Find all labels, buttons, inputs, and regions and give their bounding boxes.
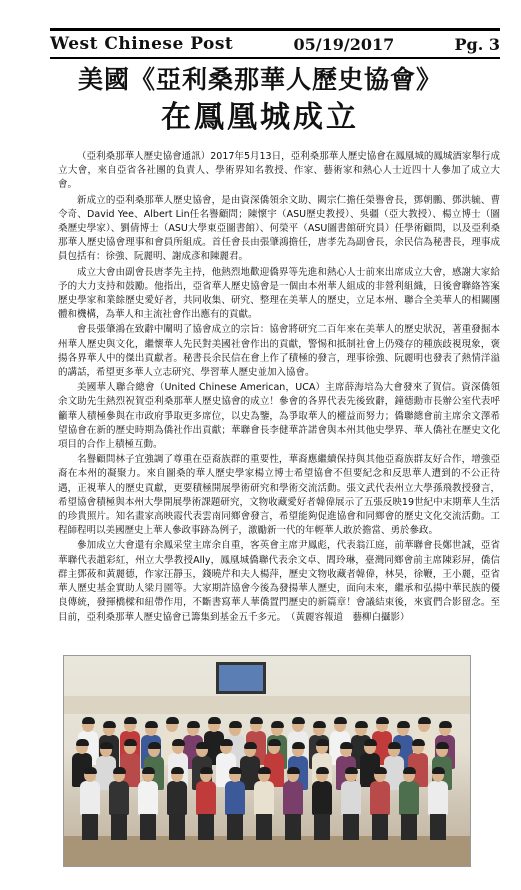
article-body [58, 150, 500, 626]
masthead [50, 28, 500, 59]
photo-wall-banner [64, 696, 470, 714]
publication-name: West Chinese Post [50, 34, 234, 54]
paragraph-1: （亞利桑那華人歷史協會通訊）2017年5月13日，亞利桑那華人歷史協會在鳳凰城的鳳城酒家舉行成立大會，來自亞省各社團的負責人、學術界知名教授、作家、藝術家和熱心人士近四十人參加了成立大會。 [58, 151, 500, 191]
paragraph-7: 參加成立大會還有余鳳采堂主席余自重，客英會主席尹鳳彪，代表翁江庭，前華聯會長鄭世誠，亞省華聯代表趙彩紅，州立大學教授Ally，鳳凰城僑聯代表余文卓、閻玲琳，臺灣同鄉會前主席陳彩屏，僑信群主鄧莜和黃麗德，作家汪靜玉，錢曉芹和夫人楊萍，歷史文物收藏者韓偉，林昊，徐鞭，王小麗，亞省華人歷史基金實助人梁月園等。大家期許協會今後為發揚華人歷史，面向未來，繼承和弘揚中華民族的優良傳統，發揮橋樑和紐帶作用，不斷書寫華人華僑置門歷史的新篇章！會議結束後，來賓們合影留念。至目前，亞利桑那華人歷史協會已籌集到基金五千多元。 （黃麗容報道 藝柳白攝影） [58, 540, 500, 623]
photo-floor [64, 836, 470, 866]
headline [60, 62, 460, 138]
paragraph-3: 成立大會由副會長唐孝先主持，他熱烈地歡迎僑界等先進和熱心人士前來出席成立大會，感謝大家給予的大力支持和鼓勵。他指出，亞省華人歷史協會是一個由本州華人組成的非營利組織，日後會聯絡答案歷史學家和業餘歷史愛好者，共同收集、研究、整理在美華人的歷史，立足本州、聯合全美華人的相關團體和機構，為華人和主流社會作出應有的貢獻。 [58, 266, 500, 321]
headline-line-2: 在鳳凰城成立 [161, 100, 359, 135]
paragraph-4: 會長張肇鴻在致辭中闡明了協會成立的宗旨：協會將研究二百年來在美華人的歷史狀況，著重發掘本州華人歷史與文化，繼懷華人先民對美國社會作出的貢獻，警惕和抵制社會上仍殘存的種族歧視現象，褒揚各界華人中的傑出貢獻者。秘書長余民信在會上作了積極的發言，理事徐強、阮麗明也發表了熱情洋溢的講話，希望更多華人立志研究、學習華人歷史並加入協會。 [58, 324, 500, 379]
photo-tv-screen [216, 662, 266, 694]
group-photo [63, 655, 471, 867]
paragraph-5: 美國華人聯合總會（United Chinese American，UCA）主席薛海培為大會發來了賀信。資深僑領余文助先生熱烈祝賀亞利桑那華人歷史協會的成立！參會的各界代表先後致辭，鐘德勳市長辦公室代表呼籲華人積極參與在市政府爭取更多席位，以史為鑒，為爭取華人的權益而努力；僑聯總會前主席余文澤希望協會在新的歷史時期為僑社作出貢獻；華聯會長李健華許諾會與本州其他史學界、華人僑社在歷史文化項目的合作上積極互動。 [58, 382, 500, 451]
paragraph-6: 名譽顧問林子宜強調了尊重在亞裔族群的重要性，華裔應繼續保持與其他亞裔族群友好合作，增強亞裔在本州的凝聚力。來自圖桑的華人歷史學家楊立博士希望協會不但要紀念和反思華人遭到的不公正待遇，正視華人的歷史貢獻，更要積極開展學術研究和學術交流活動。張文武代表州立大學孫飛教授發言，希望協會積極與本州大學開展學術課題研究，文物收藏愛好者韓偉展示了五張反映19世紀中末期華人生活的珍貴照片。知名畫家高映霞代表雲南同鄉會發言，希望能夠促進協會和同鄉會的歷史文化交流活動。工程師程明以美國歷史上華人參政事跡為例子，激勵新一代的年輕華人敢於擔當、勇於參政。 [58, 454, 500, 537]
page-number: Pg. 3 [454, 34, 500, 54]
issue-date: 05/19/2017 [293, 34, 395, 54]
headline-line-1: 美國《亞利桑那華人歷史協會》 [77, 65, 442, 94]
paragraph-2: 新成立的亞利桑那華人歷史協會，是由資深僑領余文助、闕宗仁擔任榮譽會長，鄧朝鵬、鄧洪毓、曹令奇、David Yee、Albert Lin任名譽顧問；陳懷宇（ASU歷史教授）、吳疆（亞大教授）、楊立博士（圖桑歷史學家）、劉倩博士（ASU大學東亞圖書館）、何榮平（ASU圖書館研究員）任學術顧問，以及亞利桑那華人歷史協會理事和會員所組成。首任會長由張肇鴻擔任，唐孝先為副會長，余民信為秘書長，理事成員包括有：徐強、阮麗明、謝成彥和陳麗君。 [58, 194, 500, 263]
